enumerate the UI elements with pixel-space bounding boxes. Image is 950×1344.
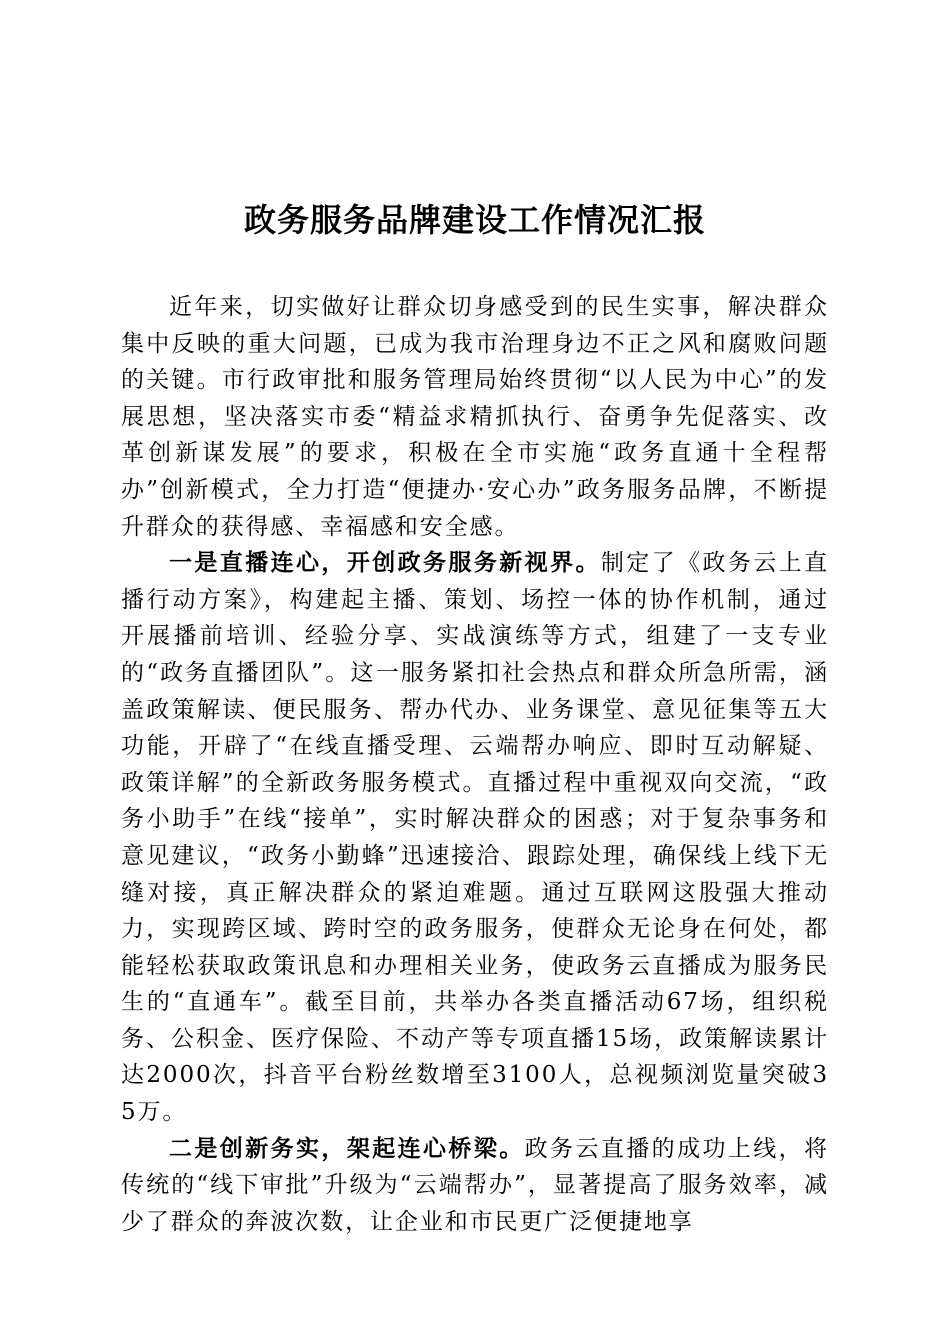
paragraph-section-two bbox=[121, 1131, 829, 1241]
paragraph-text: 政务云直播的成功上线，将传统的“线下审批”升级为“云端帮办”，显著提高了服务效率，减少了群众的奔波次数，让企业和市民更广泛便捷地享 bbox=[121, 1135, 829, 1235]
document-title: 政务服务品牌建设工作情况汇报 bbox=[243, 201, 706, 239]
paragraph-lead-heading: 二是创新务实，架起连心桥梁。 bbox=[169, 1134, 525, 1162]
paragraph-lead-heading: 一是直播连心，开创政务服务新视界。 bbox=[169, 549, 601, 577]
paragraph-text: 近年来，切实做好让群众切身感受到的民生实事，解决群众集中反映的重大问题，已成为我市治理身边不正之风和腐败问题的关键。市行政审批和服务管理局始终贯彻“以人民为中心”的发展思想，坚决落实市委“精益求精抓执行、奋勇争先促落实、改革创新谋发展”的要求，积极在全市实施“政务直通十全程帮办”创新模式，全力打造“便捷办·安心办”政务服务品牌，不断提升群众的获得感、幸福感和安全感。 bbox=[121, 294, 829, 540]
paragraph-section-one bbox=[121, 545, 829, 1131]
paragraph-text: 制定了《政务云上直播行动方案》，构建起主播、策划、场控一体的协作机制，通过开展播前培训、经验分享、实战演练等方式，组建了一支专业的“政务直播团队”。这一服务紧扣社会热点和群众所急所需，涵盖政策解读、便民服务、帮办代办、业务课堂、意见征集等五大功能，开辟了“在线直播受理、云端帮办响应、即时互动解疑、政策详解”的全新政务服务模式。直播过程中重视双向交流，“政务小助手”在线“接单”，实时解决群众的困惑；对于复杂事务和意见建议，“政务小勤蜂”迅速接洽、跟踪处理，确保线上线下无缝对接，真正解决群众的紧迫难题。通过互联网这股强大推动力，实现跨区域、跨时空的政务服务，使群众无论身在何处，都能轻松获取政策讯息和办理相关业务，使政务云直播成为服务民生的“直通车”。截至目前，共举办各类直播活动67场，组织税务、公积金、医疗保险、不动产等专项直播15场，政策解读累计达2000次，抖音平台粉丝数增至3100人，总视频浏览量突破35万。 bbox=[121, 550, 829, 1126]
paragraph-intro bbox=[121, 289, 829, 545]
document-body bbox=[121, 289, 829, 1240]
